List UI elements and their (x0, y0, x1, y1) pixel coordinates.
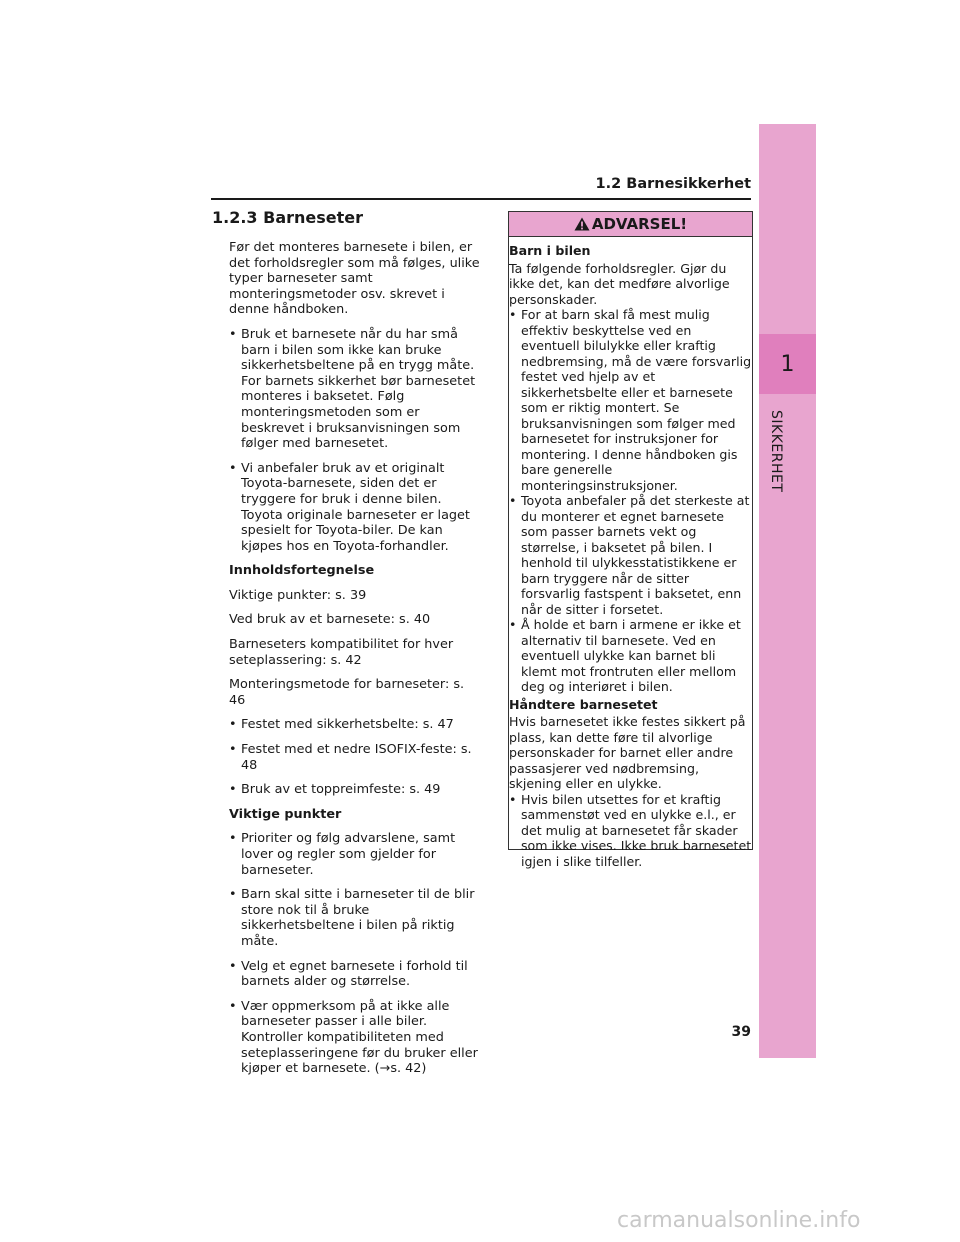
section-title: 1.2.3 Barneseter (212, 208, 364, 227)
warning-subtitle: Barn i bilen (509, 243, 591, 258)
toc-link[interactable]: Monteringsmetode for barneseter: s. 46 (229, 677, 465, 708)
warning-bullet: • Å holde et barn i armene er ikke et alternativ til barnesete. Ved en eventuell ulykke kan barnet bli klemt mot frontruten eller mellom deg og interiøret i bilen. (509, 617, 752, 695)
left-column (212, 208, 481, 1086)
warning-header-label: ADVARSEL! (591, 215, 688, 233)
intro-bullet: • Bruk et barnesete når du har små barn i bilen som ikke kan bruke sikkerhetsbeltene på en trygg måte. For barnets sikkerhet bør barnesetet monteres i baksetet. Følg monteringsmetoden som er beskrevet i bruksanvisningen som følger med barnesetet. (229, 327, 481, 452)
toc-link[interactable]: Barneseters kompatibilitet for hver seteplassering: s. 42 (229, 637, 454, 668)
watermark: carmanualsonline.info (617, 1208, 861, 1233)
chapter-side-tab (759, 124, 816, 1058)
page-header-title: 1.2 Barnesikkerhet (595, 176, 751, 192)
warning-bullet: • Hvis bilen utsettes for et kraftig sammenstøt ved en ulykke e.l., er det mulig at barnesetet får skader som ikke vises. Ikke bruk barnesetet igjen i slike tilfeller. (509, 792, 752, 870)
point-item: • Barn skal sitte i barneseter til de blir store nok til å bruke sikkerhetsbeltene i bilen på riktig måte. (229, 887, 481, 949)
toc-sublink[interactable]: • Bruk av et toppreimfeste: s. 49 (229, 782, 481, 798)
warning-header (509, 212, 752, 237)
warning-subtitle: Håndtere barnesetet (509, 696, 658, 712)
warning-box (508, 211, 753, 869)
chapter-number: 1 (759, 334, 816, 394)
warning-body (509, 237, 752, 869)
warning-bullet: • For at barn skal få mest mulig effektiv beskyttelse ved en eventuell bilulykke eller kraftig nedbremsing, må de være forsvarlig festet ved hjelp av et sikkerhetsbelte eller et barnesete som er riktig montert. Se bruksanvisningen som følger med barnesetet for instruksjoner for montering. I denne håndboken gis bare generelle monteringsinstruksjoner. (509, 307, 752, 493)
warning-text: Hvis barnesetet ikke festes sikkert på plass, kan dette føre til alvorlige personskader for barnet eller andre passasjerer ved nødbremsing, skjening eller en ulykke. (509, 714, 746, 791)
warning-triangle-icon (574, 217, 590, 231)
toc-link[interactable]: Ved bruk av et barnesete: s. 40 (229, 612, 431, 628)
toc-sublink[interactable]: • Festet med et nedre ISOFIX-feste: s. 48 (229, 742, 481, 773)
point-item: • Prioriter og følg advarslene, samt lover og regler som gjelder for barneseter. (229, 831, 481, 878)
points-heading: Viktige punkter (229, 806, 342, 822)
intro-bullet: • Vi anbefaler bruk av et originalt Toyota-barnesete, siden det er tryggere for bruk i denne bilen. Toyota originale barneseter er laget spesielt for Toyota-biler. De kan kjøpes hos en Toyota-forhandler. (229, 461, 481, 555)
toc-sublink[interactable]: • Festet med sikkerhetsbelte: s. 47 (229, 717, 481, 733)
point-item: • Vær oppmerksom på at ikke alle barneseter passer i alle biler. Kontroller kompatibiliteten med seteplasseringene før du bruker eller kjøper et barnesete. (→s. 42) (229, 999, 481, 1077)
toc-heading: Innholdsfortegnelse (229, 563, 375, 579)
page-number: 39 (731, 1024, 751, 1040)
chapter-label: SIKKERHET (768, 410, 784, 493)
toc-link[interactable]: Viktige punkter: s. 39 (229, 587, 367, 603)
point-item: • Velg et egnet barnesete i forhold til barnets alder og størrelse. (229, 959, 481, 990)
header-divider (211, 198, 751, 200)
warning-bullet: • Toyota anbefaler på det sterkeste at du monterer et egnet barnesete som passer barnets vekt og størrelse, i baksetet på bilen. I henhold til ulykkesstatistikkene er barn tryggere når de sitter forsvarlig fastspent i baksetet, enn når de sitter i forsetet. (509, 493, 752, 617)
intro-paragraph: Før det monteres barnesete i bilen, er det forholdsregler som må følges, ulike typer barneseter samt monteringsmetoder osv. skrevet i denne håndboken. (229, 240, 480, 318)
warning-text: Ta følgende forholdsregler. Gjør du ikke det, kan det medføre alvorlige personskader. (509, 260, 730, 307)
